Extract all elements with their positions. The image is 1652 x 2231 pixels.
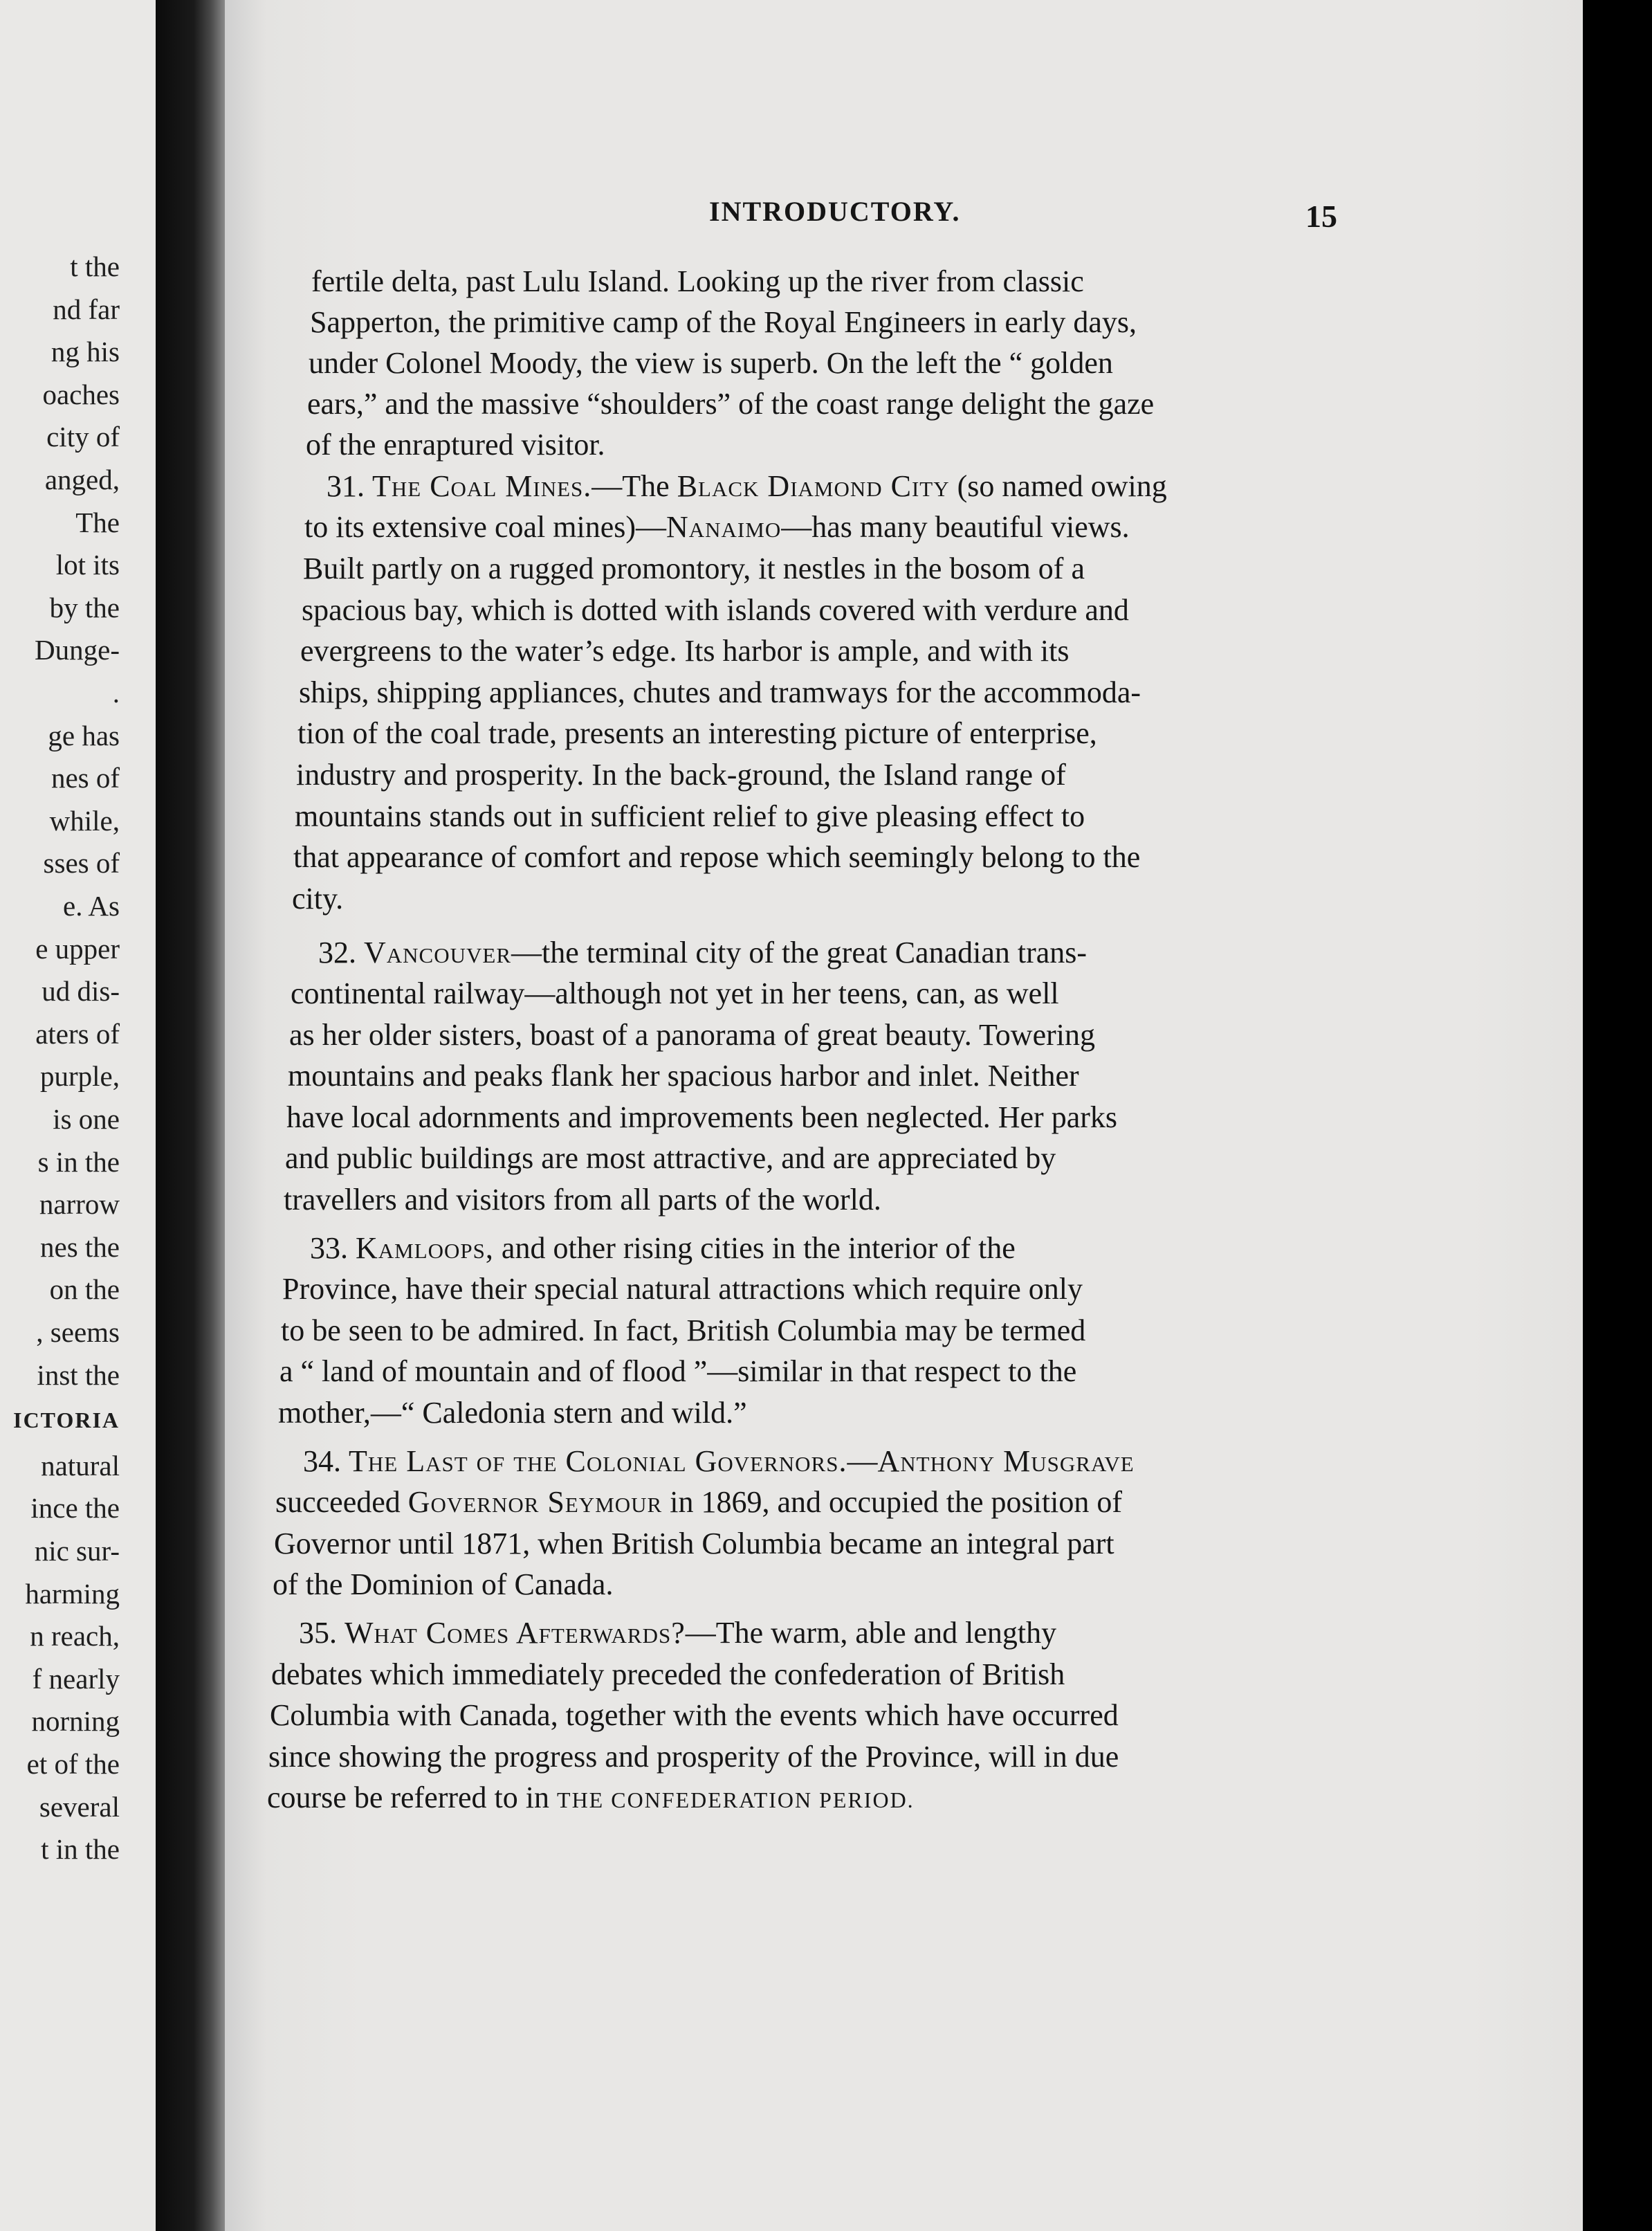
facing-page-text-fragment: narrow (39, 1188, 120, 1220)
text-run: in 1869, and occupied the position of (670, 1485, 1122, 1519)
facing-page-fragment (0, 0, 156, 2231)
text-run: course be referred to in (267, 1781, 550, 1814)
facing-page-text-fragment: is one (53, 1103, 120, 1135)
text-line: industry and prosperity. In the back-ground, the Island range of (296, 758, 1066, 792)
facing-page-text-fragment: ge has (48, 720, 120, 752)
running-title: INTRODUCTORY. (709, 196, 961, 227)
text-line: city. (292, 882, 344, 916)
facing-page-text-fragment: s in the (37, 1146, 120, 1178)
facing-page-text-fragment: nd far (53, 293, 120, 325)
place-name: Black Diamond City (677, 469, 950, 503)
text-line: to be seen to be admired. In fact, British Columbia may be termed (281, 1313, 1086, 1347)
paragraph-number: 32. (318, 936, 356, 969)
facing-page-text-fragment: several (39, 1791, 120, 1823)
facing-page-text-fragment: f nearly (32, 1663, 120, 1695)
paragraph-31-line (304, 512, 1130, 543)
facing-page-text-fragment: while, (49, 805, 120, 837)
facing-page-text-fragment: et of the (26, 1748, 120, 1780)
text-line: under Colonel Moody, the view is superb. On the left the “ golden (309, 346, 1113, 380)
text-run: —The (591, 469, 670, 503)
text-run: —the terminal city of the great Canadian trans- (511, 936, 1087, 969)
text-line: Built partly on a rugged promontory, it nestles in the bosom of a (303, 552, 1085, 585)
facing-page-text-fragment: . (112, 677, 120, 709)
paragraph-33-line (310, 1233, 1016, 1264)
facing-page-text-fragment: by the (49, 592, 120, 623)
facing-page-text-fragment: The (75, 507, 120, 538)
text-line: mountains stands out in sufficient relief to give pleasing effect to (295, 799, 1085, 833)
text-run: —The warm, able and lengthy (685, 1616, 1057, 1650)
text-line: ears,” and the massive “shoulders” of the coast range delight the gaze (307, 387, 1155, 421)
text-run: —has many beautiful views. (781, 510, 1130, 544)
facing-page-text-fragment: natural (41, 1450, 120, 1482)
facing-page-text-fragment: lot its (55, 549, 120, 581)
text-line: continental railway—although not yet in her teens, can, as well (291, 976, 1059, 1010)
facing-page-text-fragment: oaches (42, 379, 120, 410)
facing-page-text-fragment: sses of (43, 847, 120, 879)
person-name: Anthony Musgrave (877, 1444, 1135, 1478)
paragraph-number: 33. (310, 1231, 348, 1265)
facing-page-text-fragment: t in the (41, 1833, 120, 1865)
paragraph-35-line (299, 1618, 1056, 1648)
facing-page-text-fragment: ICTORIA (13, 1408, 120, 1432)
facing-page-text-fragment: purple, (40, 1060, 120, 1092)
paragraph-35-line (267, 1783, 915, 1813)
facing-page-text-fragment: on the (49, 1273, 120, 1305)
paragraph-31-line (327, 471, 1167, 502)
book-page (225, 0, 1583, 2231)
text-line: of the Dominion of Canada. (273, 1567, 614, 1601)
section-heading: The Last of the Colonial Governors. (349, 1444, 847, 1478)
facing-page-text-fragment: e upper (35, 933, 120, 965)
facing-page-text-fragment: , seems (36, 1316, 120, 1348)
text-line: debates which immediately preceded the confederation of British (271, 1657, 1065, 1691)
section-reference: THE CONFEDERATION PERIOD. (557, 1787, 915, 1812)
paragraph-32-line (318, 938, 1087, 968)
paragraph-34-line (275, 1487, 1122, 1518)
text-run: — (847, 1444, 878, 1478)
text-line: have local adornments and improvements been neglected. Her parks (286, 1100, 1117, 1134)
section-heading: Kamloops, (356, 1231, 494, 1265)
section-heading: Vancouver (364, 936, 512, 969)
text-line: tion of the coal trade, presents an interesting picture of enterprise, (297, 716, 1097, 750)
facing-page-text-fragment: aters of (35, 1018, 120, 1050)
text-line: Sapperton, the primitive camp of the Royal Engineers in early days, (310, 305, 1137, 339)
facing-page-text-fragment: Dunge- (35, 634, 120, 666)
paragraph-number: 34. (303, 1444, 341, 1478)
facing-page-text-fragment: e. As (63, 890, 120, 922)
scan-border (1583, 0, 1652, 2231)
book-gutter-shadow (156, 0, 225, 2231)
text-line: evergreens to the water’s edge. Its harbor is ample, and with its (300, 634, 1070, 668)
text-line: Columbia with Canada, together with the events which have occurred (270, 1698, 1119, 1732)
facing-page-text-fragment: norning (31, 1705, 120, 1737)
text-line: travellers and visitors from all parts of the world. (284, 1183, 881, 1217)
text-line: mother,—“ Caledonia stern and wild.” (278, 1396, 747, 1430)
page-number: 15 (1305, 199, 1337, 234)
paragraph-34-line (303, 1446, 1135, 1477)
text-line: ships, shipping appliances, chutes and tramways for the accommoda- (299, 675, 1141, 709)
text-line: spacious bay, which is dotted with islands covered with verdure and (302, 593, 1129, 627)
facing-page-text-fragment: nes of (51, 762, 120, 794)
facing-page-text-fragment: ng his (51, 336, 120, 367)
paragraph-number: 35. (299, 1616, 337, 1650)
facing-page-text-fragment: anged, (44, 464, 120, 495)
section-heading: The Coal Mines. (372, 469, 592, 503)
text-line: since showing the progress and prosperity of the Province, will in due (268, 1740, 1119, 1774)
person-name: Governor Seymour (407, 1485, 663, 1519)
place-name: Nanaimo (666, 510, 782, 544)
text-line: that appearance of comfort and repose which seemingly belong to the (293, 840, 1141, 874)
paragraph-number: 31. (327, 469, 365, 503)
facing-page-text-fragment: nic sur- (34, 1535, 120, 1567)
facing-page-text-fragment: nes the (40, 1231, 120, 1263)
facing-page-text-fragment: city of (46, 421, 120, 453)
facing-page-text-fragment: ud dis- (42, 975, 120, 1007)
text-line: of the enraptured visitor. (306, 428, 605, 462)
text-run: succeeded (275, 1485, 401, 1519)
text-line: as her older sisters, boast of a panorama of great beauty. Towering (289, 1018, 1095, 1052)
text-line: Governor until 1871, when British Columbia became an integral part (274, 1527, 1114, 1560)
text-line: mountains and peaks flank her spacious harbor and inlet. Neither (288, 1059, 1079, 1093)
text-run: to its extensive coal mines)— (304, 510, 666, 544)
facing-page-text-fragment: n reach, (30, 1620, 120, 1652)
facing-page-text-fragment: harming (25, 1578, 120, 1610)
text-line: a “ land of mountain and of flood ”—similar in that respect to the (279, 1354, 1077, 1388)
text-run: (so named owing (957, 469, 1167, 503)
text-line: Province, have their special natural attractions which require only (282, 1272, 1083, 1306)
section-heading: What Comes Afterwards? (345, 1616, 686, 1650)
text-line: fertile delta, past Lulu Island. Looking up the river from classic (311, 264, 1084, 298)
text-line: and public buildings are most attractive, and are appreciated by (285, 1141, 1056, 1175)
facing-page-text-fragment: inst the (37, 1359, 120, 1391)
facing-page-text-fragment: ince the (30, 1492, 120, 1524)
facing-page-text-fragment: t the (70, 251, 120, 282)
text-run: and other rising cities in the interior of the (501, 1231, 1016, 1265)
